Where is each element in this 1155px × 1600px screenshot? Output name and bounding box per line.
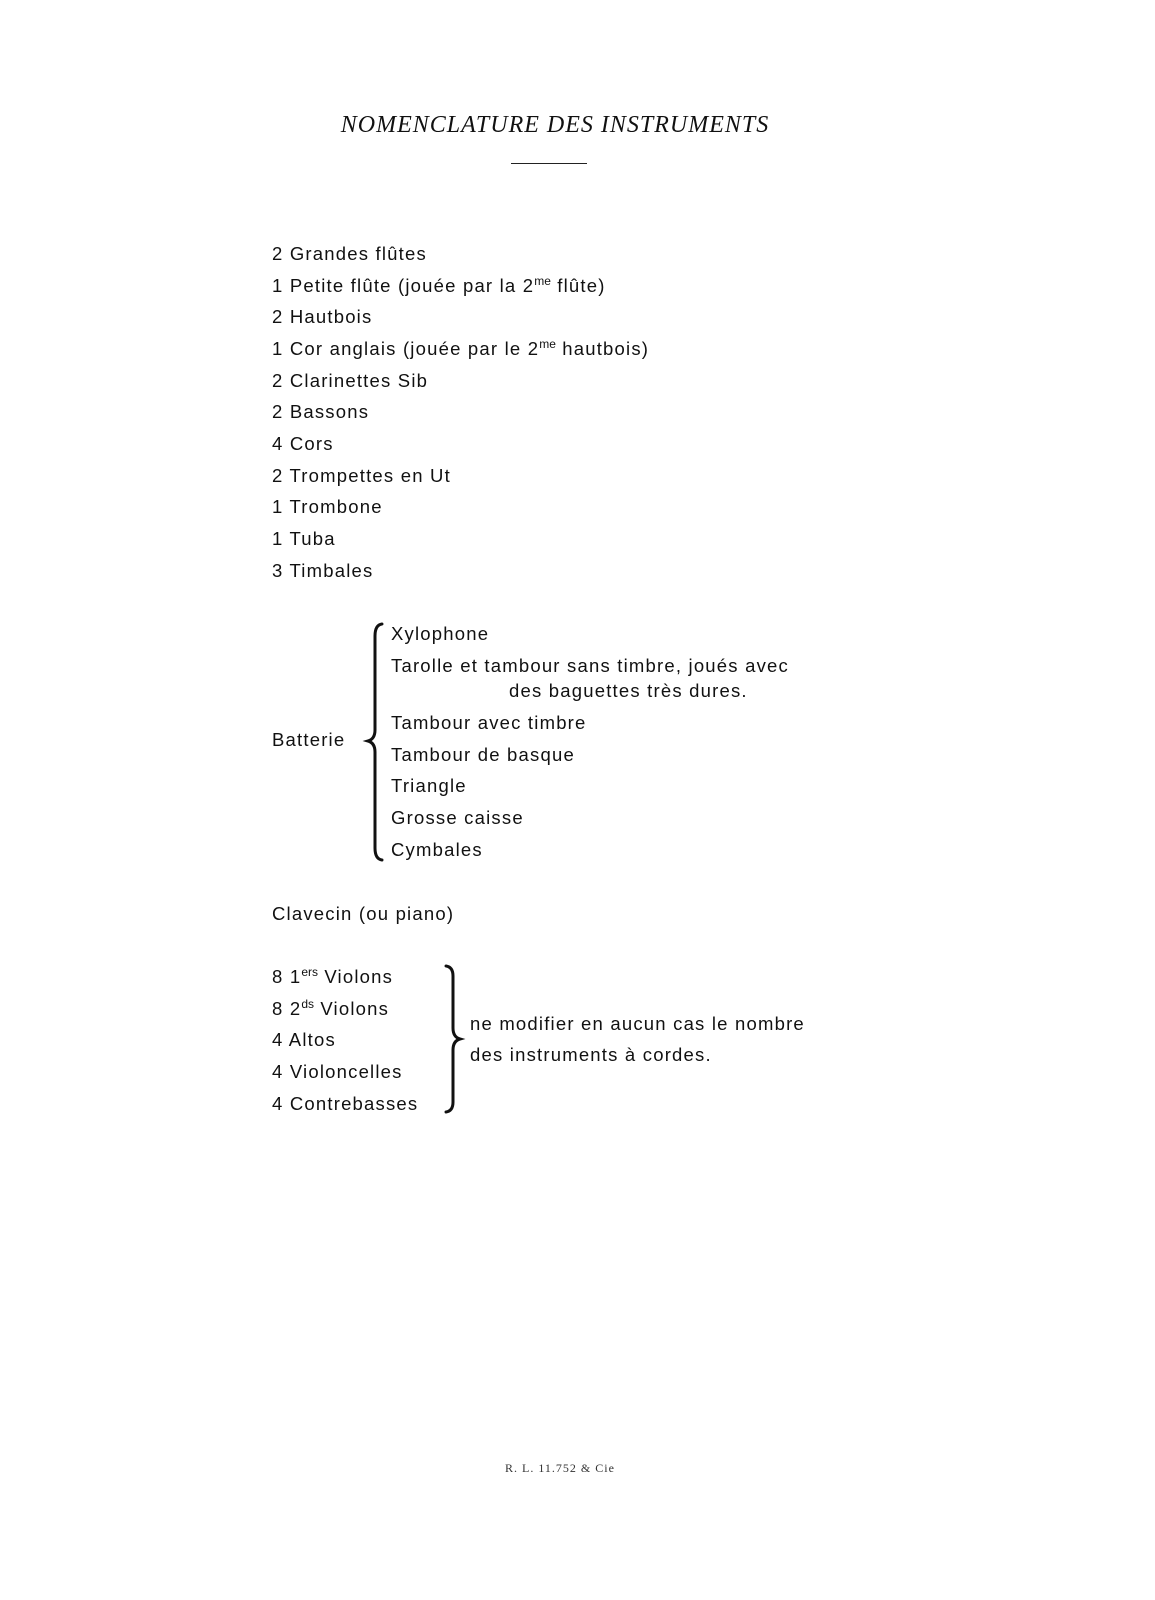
batterie-item: Tambour de basque: [391, 744, 575, 765]
batterie-item: Cymbales: [391, 839, 483, 860]
batterie-label: Batterie: [272, 729, 346, 750]
clavecin-line: Clavecin (ou piano): [272, 903, 455, 924]
footer-plate-number: R. L. 11.752 & Cie: [505, 1461, 615, 1475]
list-item: 1 Trombone: [272, 496, 383, 517]
list-item: 2 Bassons: [272, 401, 370, 422]
list-item: 2 Grandes flûtes: [272, 243, 427, 264]
strings-brace: [444, 964, 464, 1114]
strings-item: 4 Violoncelles: [272, 1061, 403, 1082]
batterie-item: Xylophone: [391, 623, 490, 644]
batterie-item-continuation: des baguettes très dures.: [509, 680, 748, 701]
batterie-item: Tambour avec timbre: [391, 712, 587, 733]
strings-item: 4 Altos: [272, 1029, 336, 1050]
list-item: 1 Tuba: [272, 528, 336, 549]
list-item: 1 Cor anglais (jouée par le $2^{me}$ hautbois): [272, 337, 650, 359]
page-title: NOMENCLATURE DES INSTRUMENTS: [340, 112, 770, 138]
strings-item: 8 $2^{ds}$ Violons: [272, 997, 390, 1019]
list-item: 2 Hautbois: [272, 306, 373, 327]
batterie-brace: [364, 622, 384, 862]
batterie-item: Tarolle et tambour sans timbre, joués avec: [391, 655, 789, 676]
strings-note: ne modifier en aucun cas le nombre: [470, 1013, 805, 1034]
list-item: 1 Petite flûte (jouée par la $2^{me}$ flûte): [272, 274, 606, 296]
list-item: 4 Cors: [272, 433, 334, 454]
list-item: 2 Trompettes en Ut: [272, 465, 451, 486]
list-item: 3 Timbales: [272, 560, 374, 581]
strings-note: des instruments à cordes.: [470, 1044, 712, 1065]
batterie-item: Triangle: [391, 775, 467, 796]
list-item: 2 Clarinettes Sib: [272, 370, 429, 391]
strings-item: 8 1ers Violons: [272, 965, 394, 987]
title-underline: [511, 163, 587, 164]
strings-item: 4 Contrebasses: [272, 1093, 419, 1114]
batterie-item: Grosse caisse: [391, 807, 524, 828]
